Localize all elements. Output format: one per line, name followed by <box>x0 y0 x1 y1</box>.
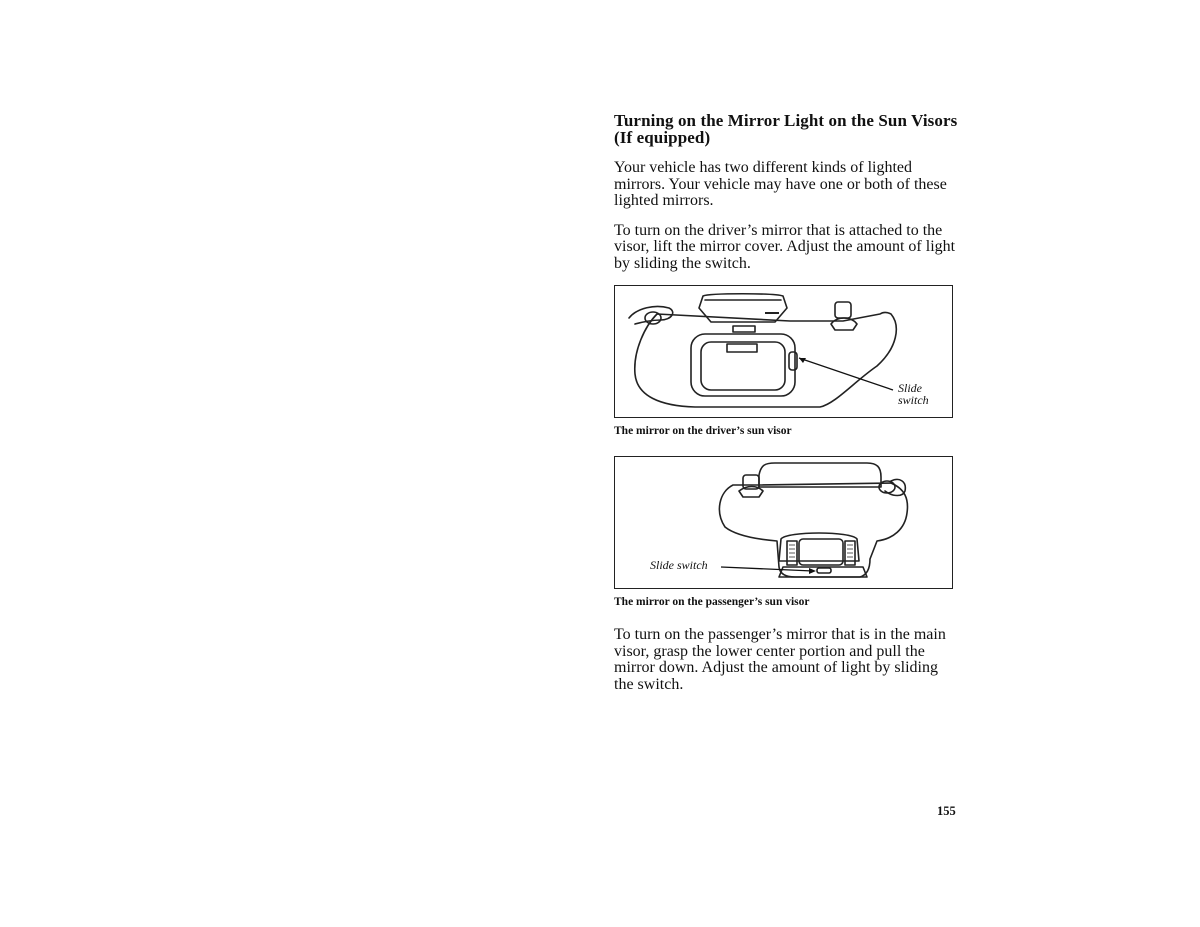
page-number: 155 <box>937 804 956 818</box>
section-title: Turning on the Mirror Light on the Sun Visors (If equipped) <box>614 111 958 147</box>
passenger-slide-switch-callout: Slide switch <box>650 558 708 572</box>
callout-line-1: Slide <box>898 381 922 395</box>
driver-visor-figure <box>614 285 953 418</box>
passenger-instructions: To turn on the passenger’s mirror that is in the main visor, grasp the lower center portion and pull the mirror down. Adjust the amount of light by sliding the switch. <box>614 626 946 693</box>
driver-slide-switch-callout <box>898 382 929 406</box>
intro-paragraph: Your vehicle has two different kinds of lighted mirrors. Your vehicle may have one or both of these lighted mirrors. <box>614 159 947 209</box>
passenger-visor-figure <box>614 456 953 589</box>
callout-line-2: switch <box>898 393 929 407</box>
content-column <box>614 112 959 706</box>
passenger-figure-caption: The mirror on the passenger’s sun visor <box>614 596 810 608</box>
driver-figure-caption: The mirror on the driver’s sun visor <box>614 425 792 437</box>
driver-instructions: To turn on the driver’s mirror that is attached to the visor, lift the mirror cover. Adjust the amount of light by sliding the switch. <box>614 221 956 272</box>
